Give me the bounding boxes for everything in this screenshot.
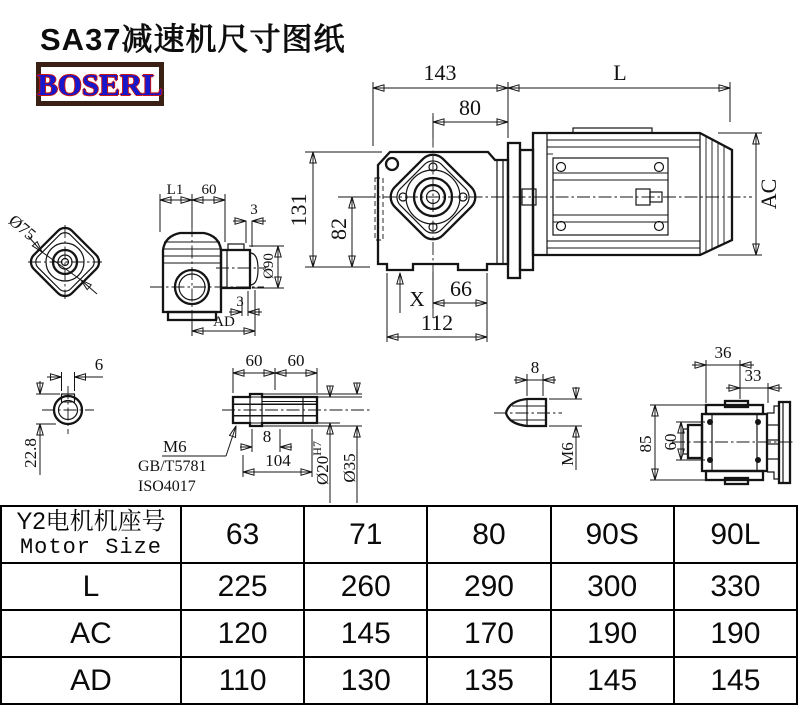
L-90S: 300: [551, 563, 674, 610]
size-col-90S: 90S: [551, 506, 674, 563]
dim-66: 66: [450, 276, 472, 301]
AC-90L: 190: [674, 610, 797, 657]
dim-AC: AC: [756, 178, 781, 210]
dim-143: 143: [423, 60, 457, 85]
dim-104: 104: [265, 451, 291, 470]
AC-80: 170: [427, 610, 550, 657]
dim-82: 82: [326, 218, 351, 240]
dim-M6-key: M6: [558, 442, 577, 466]
dim-131: 131: [286, 193, 311, 227]
table-row-AD: [1, 657, 797, 704]
row-label-L: L: [1, 563, 181, 610]
row-label-AC: AC: [1, 610, 181, 657]
dim-3-top: 3: [250, 202, 258, 218]
flange-end-view: [5, 211, 103, 300]
dim-3-bottom: 3: [236, 294, 244, 310]
dim-60-side: 60: [661, 433, 680, 451]
gearbox-top-view: [150, 182, 284, 336]
table-row-AC: [1, 610, 797, 657]
L-63: 225: [181, 563, 304, 610]
AD-80: 135: [427, 657, 550, 704]
dim-X: X: [409, 287, 425, 311]
motor-size-label-en: Motor Size: [19, 535, 163, 561]
AC-71: 145: [304, 610, 427, 657]
dim-6: 6: [94, 355, 104, 374]
dim-8-key: 8: [530, 358, 540, 377]
L-80: 290: [427, 563, 550, 610]
dim-60-a: 60: [245, 351, 263, 370]
side-mount-view: [636, 343, 795, 484]
table-header-row: [1, 506, 797, 563]
dim-36: 36: [714, 343, 732, 362]
dim-33: 33: [744, 366, 762, 385]
row-label-AD: AD: [1, 657, 181, 704]
AD-71: 130: [304, 657, 427, 704]
label-iso-standard: ISO4017: [138, 478, 196, 495]
AD-90S: 145: [551, 657, 674, 704]
dim-85: 85: [636, 435, 655, 453]
AD-90L: 145: [674, 657, 797, 704]
dim-o90: Ø90: [261, 253, 277, 279]
main-assembly-view: [286, 60, 781, 342]
dim-L1: L1: [166, 182, 184, 198]
label-gb-standard: GB/T5781: [138, 458, 207, 475]
brand-logo-text: BOSERL: [37, 66, 163, 102]
motor-size-table: [0, 505, 798, 705]
label-M6-thread: M6: [163, 437, 187, 456]
size-col-63: 63: [181, 506, 304, 563]
dim-L: L: [613, 60, 627, 85]
dim-o35: Ø35: [340, 453, 359, 483]
hollow-shaft-section-view: [138, 351, 370, 503]
L-71: 260: [304, 563, 427, 610]
dim-60-b: 60: [287, 351, 305, 370]
size-col-80: 80: [427, 506, 550, 563]
dim-o20h7: $Ø20^{H7}$: [310, 441, 332, 485]
table-row-L: [1, 563, 797, 610]
dim-8-shaft: 8: [262, 427, 272, 446]
L-90L: 330: [674, 563, 797, 610]
dim-22-8: 22.8: [21, 438, 40, 468]
dim-80: 80: [459, 95, 481, 120]
dim-o75: Ø75: [4, 210, 40, 245]
size-col-71: 71: [304, 506, 427, 563]
shaft-cross-section-view: [21, 355, 103, 475]
dim-60-top: 60: [201, 182, 217, 198]
size-col-90L: 90L: [674, 506, 797, 563]
table-header-motor-size: [1, 506, 181, 563]
dim-112: 112: [420, 310, 454, 335]
screw-end-detail-view: [494, 358, 582, 470]
page-title: SA37减速机尺寸图纸: [40, 22, 346, 57]
dim-AD: AD: [213, 314, 235, 330]
AC-63: 120: [181, 610, 304, 657]
AC-90S: 190: [551, 610, 674, 657]
AD-63: 110: [181, 657, 304, 704]
motor-size-label-cn: Y2电机机座号: [16, 507, 166, 535]
